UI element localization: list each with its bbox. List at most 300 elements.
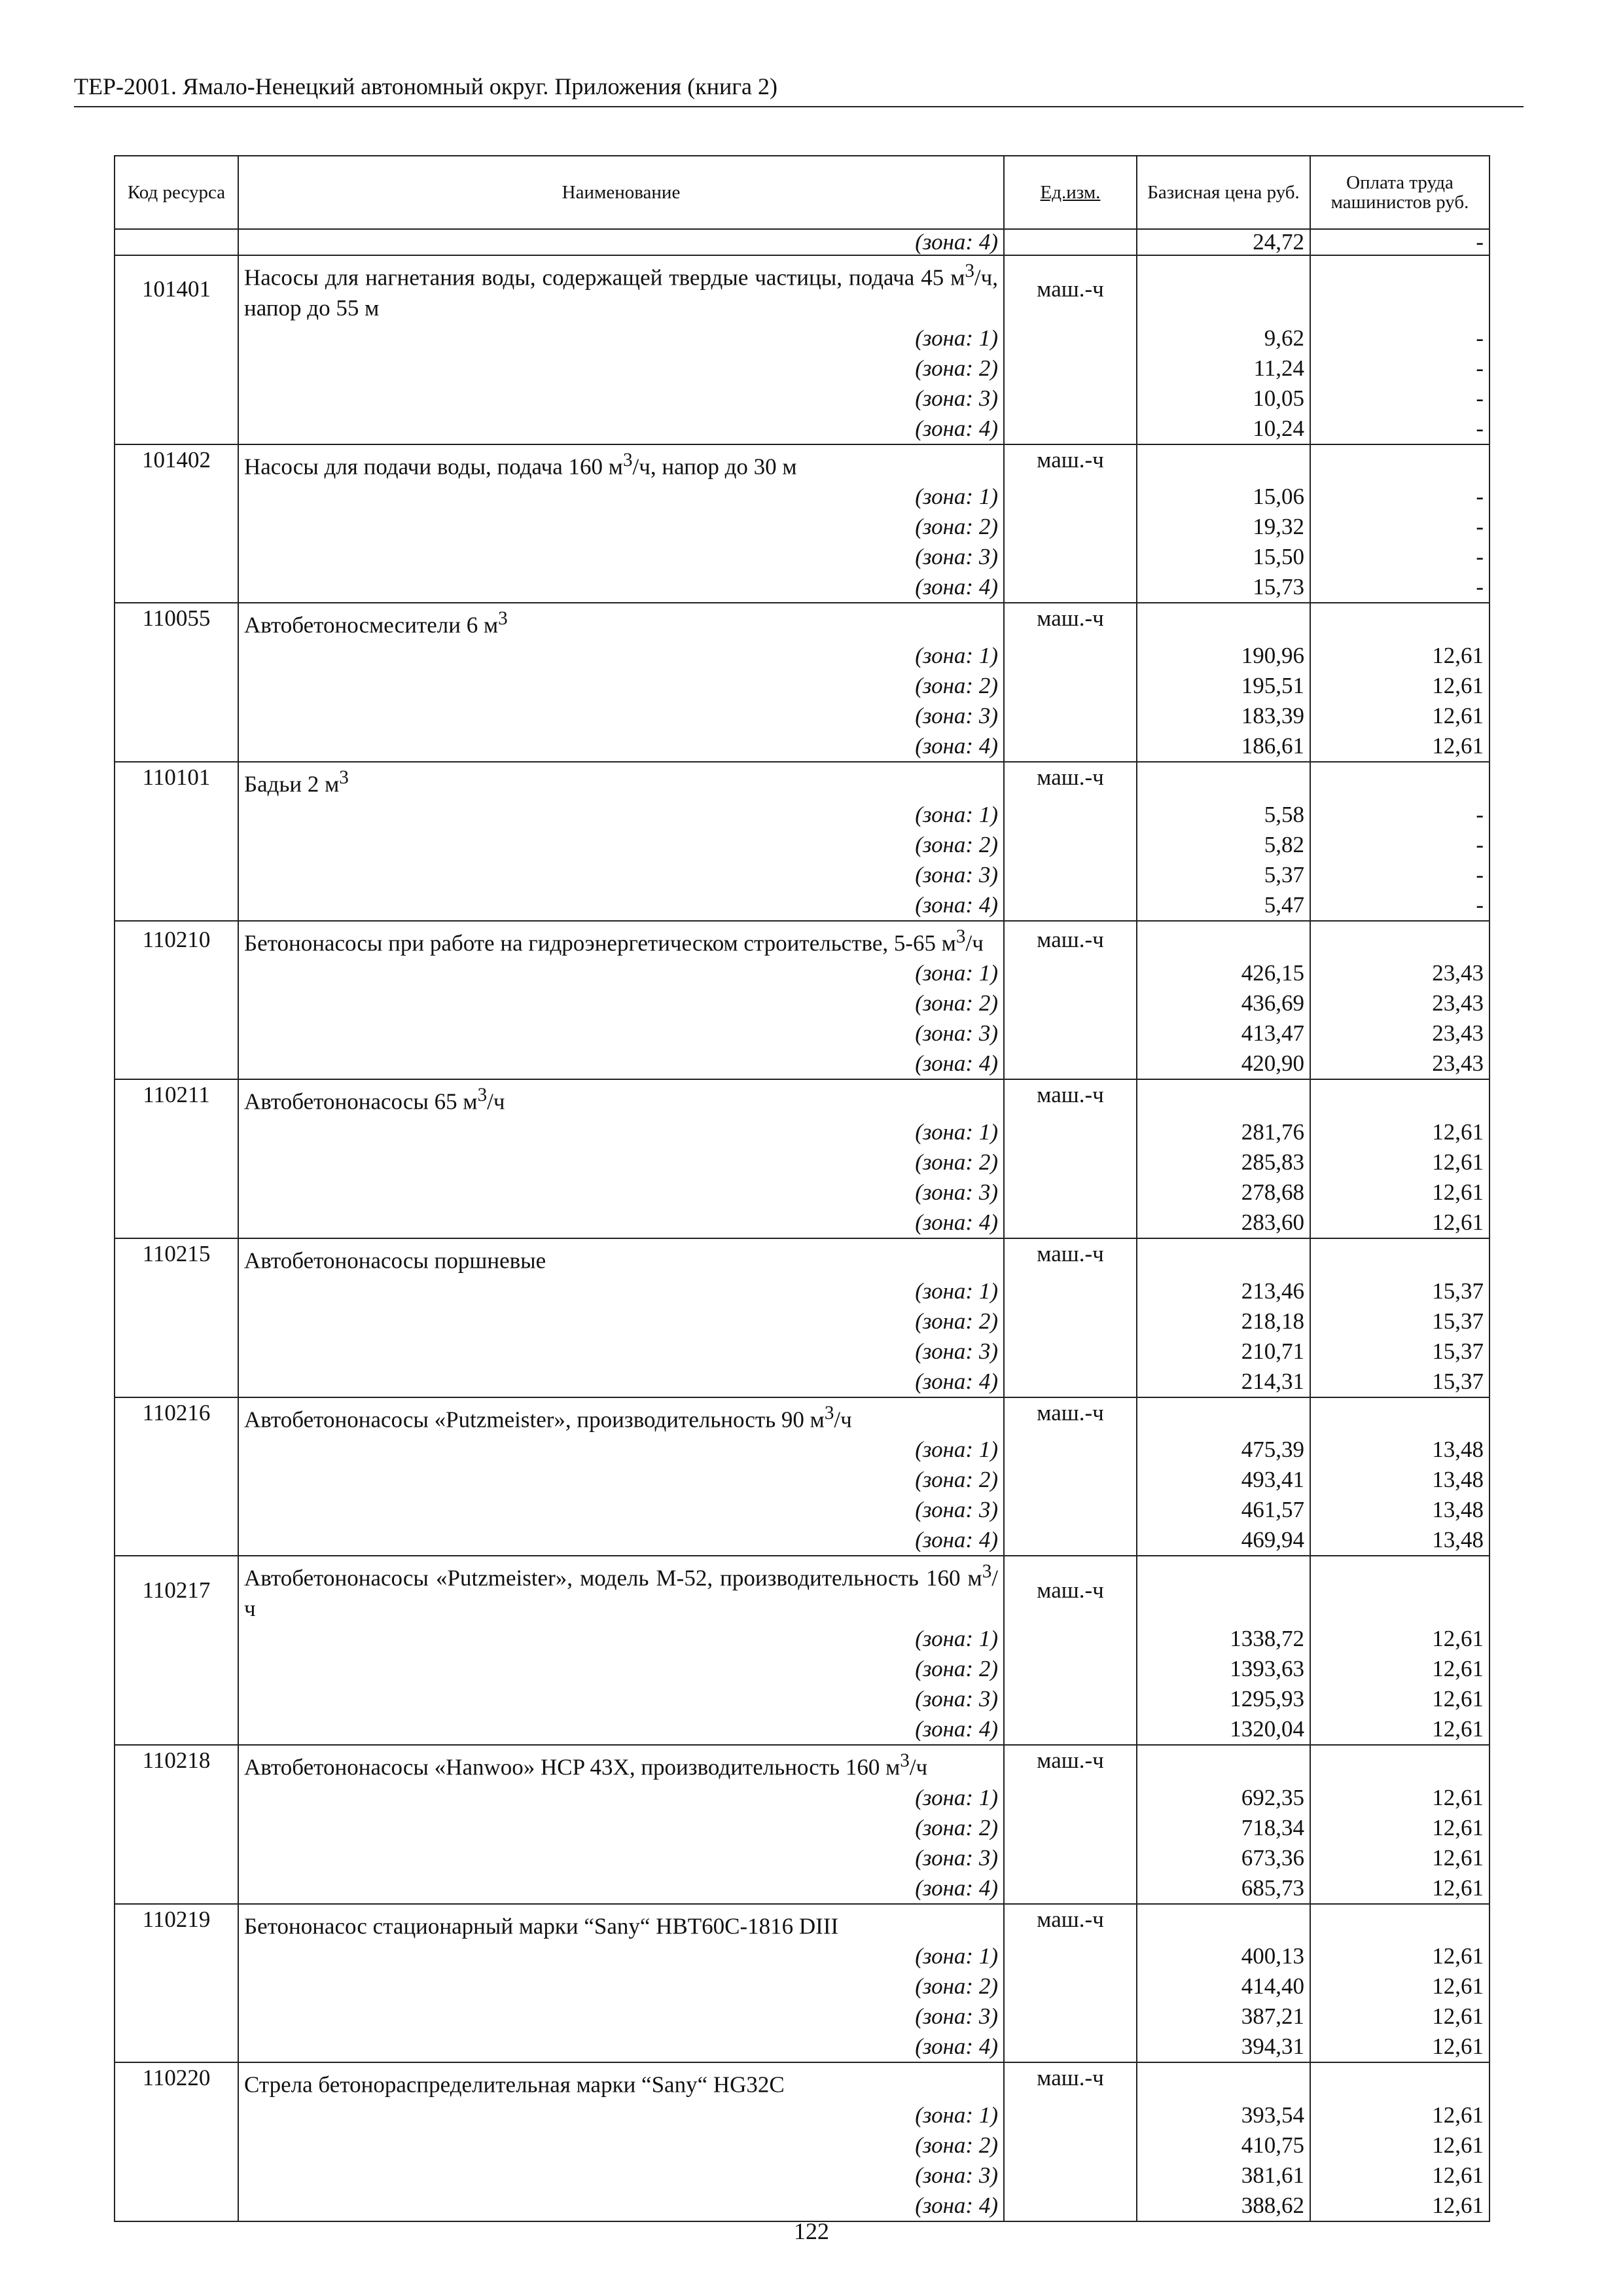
zone-pay: 23,43 — [1310, 1018, 1489, 1049]
zone-row — [115, 2001, 1489, 2032]
continuation-group — [115, 229, 1489, 255]
zone-price: 414,40 — [1137, 1971, 1310, 2001]
unit-cell — [1004, 353, 1137, 384]
superscript: 3 — [339, 766, 349, 788]
zone-pay: 12,61 — [1310, 1941, 1489, 1971]
zone-price: 278,68 — [1137, 1177, 1310, 1208]
resource-unit: маш.-ч — [1004, 255, 1137, 323]
code-cell — [115, 1435, 238, 1465]
zone-label: (зона: 3) — [238, 1336, 1004, 1367]
resource-unit: маш.-ч — [1004, 1556, 1137, 1624]
zone-pay: - — [1310, 830, 1489, 860]
unit-cell — [1004, 830, 1137, 860]
unit-cell — [1004, 731, 1137, 762]
zone-label: (зона: 3) — [238, 1018, 1004, 1049]
zone-row — [115, 1941, 1489, 1971]
unit-cell — [1004, 384, 1137, 414]
unit-cell — [1004, 1941, 1137, 1971]
zone-row — [115, 512, 1489, 542]
unit-cell — [1004, 1306, 1137, 1336]
zone-price: 1393,63 — [1137, 1654, 1310, 1684]
zone-row — [115, 731, 1489, 762]
unit-cell — [1004, 2001, 1137, 2032]
resource-name-text: Стрела бетонораспределительная марки “Sany“ HG32C — [244, 2072, 785, 2098]
zone-pay: 23,43 — [1310, 958, 1489, 988]
unit-cell — [1004, 1208, 1137, 1238]
zone-pay: 12,61 — [1310, 1783, 1489, 1813]
zone-price: 19,32 — [1137, 512, 1310, 542]
code-cell — [115, 1495, 238, 1525]
zone-label: (зона: 4) — [238, 2191, 1004, 2221]
zone-label: (зона: 1) — [238, 2100, 1004, 2130]
superscript: 3 — [965, 260, 974, 281]
zone-row — [115, 988, 1489, 1018]
pay-cell — [1310, 1556, 1489, 1624]
code-cell — [115, 2161, 238, 2191]
resource-rows — [115, 255, 1489, 2221]
zone-label: (зона: 4) — [238, 1714, 1004, 1745]
zone-price: 5,58 — [1137, 800, 1310, 830]
zone-pay: - — [1310, 384, 1489, 414]
code-cell — [115, 1177, 238, 1208]
zone-price: 183,39 — [1137, 701, 1310, 731]
zone-row — [115, 1495, 1489, 1525]
zone-label: (зона: 2) — [238, 1813, 1004, 1843]
zone-label: (зона: 3) — [238, 2161, 1004, 2191]
zone-price: 393,54 — [1137, 2100, 1310, 2130]
zone-pay: - — [1310, 323, 1489, 353]
zone-price: 5,37 — [1137, 860, 1310, 890]
resource-row — [115, 603, 1489, 641]
resource-name — [238, 2062, 1004, 2100]
zone-label: (зона: 3) — [238, 1177, 1004, 1208]
zone-row — [115, 1783, 1489, 1813]
zone-label: (зона: 4) — [238, 2032, 1004, 2062]
zone-row — [115, 542, 1489, 572]
resource-name-text: Автобетононасосы «Hanwoo» HCP 43X, производительность 160 м — [244, 1754, 901, 1780]
resource-unit: маш.-ч — [1004, 1745, 1137, 1783]
unit-cell — [1004, 1049, 1137, 1079]
price-cell — [1137, 1079, 1310, 1117]
zone-row — [115, 1654, 1489, 1684]
superscript: 3 — [900, 1749, 910, 1771]
zone-pay: 13,48 — [1310, 1465, 1489, 1495]
resource-code: 110220 — [115, 2062, 238, 2100]
resource-name-text: Бадьи 2 м — [244, 771, 340, 797]
zone-row — [115, 1208, 1489, 1238]
resource-name — [238, 1556, 1004, 1624]
zone-label: (зона: 4) — [238, 1525, 1004, 1556]
resource-name-tail: /ч — [965, 930, 984, 956]
unit-cell — [1004, 890, 1137, 921]
code-cell — [115, 1873, 238, 1904]
resource-row — [115, 762, 1489, 800]
resource-row — [115, 921, 1489, 959]
code-cell — [115, 323, 238, 353]
pay-cell — [1310, 1745, 1489, 1783]
zone-row — [115, 2032, 1489, 2062]
code-cell — [115, 572, 238, 603]
resource-name-text: Насосы для нагнетания воды, содержащей твердые частицы, подача 45 м — [244, 264, 965, 291]
zone-row — [115, 1624, 1489, 1654]
unit-cell — [1004, 800, 1137, 830]
resource-name-tail: /ч — [487, 1088, 505, 1115]
resource-code: 110218 — [115, 1745, 238, 1783]
code-cell — [115, 830, 238, 860]
code-cell — [115, 1843, 238, 1873]
zone-label: (зона: 4) — [238, 890, 1004, 921]
unit-cell — [1004, 1465, 1137, 1495]
code-cell — [115, 1336, 238, 1367]
zone-row — [115, 1684, 1489, 1714]
resource-row — [115, 2062, 1489, 2100]
zone-pay: 12,61 — [1310, 641, 1489, 671]
zone-price: 420,90 — [1137, 1049, 1310, 1079]
resource-unit: маш.-ч — [1004, 603, 1137, 641]
unit-cell — [1004, 1495, 1137, 1525]
zone-label: (зона: 2) — [238, 1465, 1004, 1495]
zone-pay: 12,61 — [1310, 1624, 1489, 1654]
zone-label: (зона: 3) — [238, 1684, 1004, 1714]
pay-cell — [1310, 921, 1489, 959]
superscript: 3 — [477, 1085, 488, 1106]
resource-row — [115, 1397, 1489, 1435]
price-cell — [1137, 1904, 1310, 1942]
zone-row — [115, 1147, 1489, 1177]
continuation-row — [115, 229, 1489, 255]
zone-row — [115, 384, 1489, 414]
table-header-row — [115, 156, 1489, 229]
unit-cell — [1004, 2130, 1137, 2161]
zone-label: (зона: 1) — [238, 800, 1004, 830]
code-cell — [115, 1971, 238, 2001]
resource-name — [238, 444, 1004, 482]
unit-cell — [1004, 1714, 1137, 1745]
resource-code: 110211 — [115, 1079, 238, 1117]
unit-cell — [1004, 1276, 1137, 1306]
resource-code: 101402 — [115, 444, 238, 482]
zone-price: 195,51 — [1137, 671, 1310, 701]
resource-code: 110219 — [115, 1904, 238, 1942]
zone-label: (зона: 4) — [238, 414, 1004, 444]
resource-code: 110101 — [115, 762, 238, 800]
zone-pay: 12,61 — [1310, 701, 1489, 731]
zone-label: (зона: 2) — [238, 512, 1004, 542]
unit-cell — [1004, 1873, 1137, 1904]
zone-pay: 12,61 — [1310, 671, 1489, 701]
column-header-code: Код ресурса — [115, 156, 238, 229]
zone-label: (зона: 4) — [238, 1367, 1004, 1397]
zone-price: 213,46 — [1137, 1276, 1310, 1306]
code-cell — [115, 1208, 238, 1238]
zone-label: (зона: 1) — [238, 1783, 1004, 1813]
resource-row — [115, 1904, 1489, 1942]
zone-row — [115, 1306, 1489, 1336]
resource-name-tail: /ч — [244, 1565, 998, 1621]
resource-name-tail: /ч — [909, 1754, 928, 1780]
zone-price: 381,61 — [1137, 2161, 1310, 2191]
zone-price: 15,50 — [1137, 542, 1310, 572]
price-cell — [1137, 255, 1310, 323]
column-header-price: Базисная цена руб. — [1137, 156, 1310, 229]
resource-row — [115, 1556, 1489, 1624]
superscript: 3 — [622, 449, 633, 471]
zone-row — [115, 482, 1489, 512]
resource-name-tail: /ч, напор до 55 м — [244, 264, 998, 321]
code-cell — [115, 512, 238, 542]
zone-label: (зона: 4) — [238, 572, 1004, 603]
zone-pay: - — [1310, 482, 1489, 512]
zone-price: 1320,04 — [1137, 1714, 1310, 1745]
zone-price: 394,31 — [1137, 2032, 1310, 2062]
zone-label: (зона: 4) — [238, 1049, 1004, 1079]
zone-label: (зона: 2) — [238, 1971, 1004, 2001]
unit-cell — [1004, 1435, 1137, 1465]
zone-pay: 15,37 — [1310, 1336, 1489, 1367]
unit-cell — [1004, 542, 1137, 572]
resource-name-text: Автобетононасосы «Putzmeister», производительность 90 м — [244, 1407, 825, 1433]
column-header-pay: Оплата труда машинистов руб. — [1310, 156, 1489, 229]
resource-name-text: Автобетоносмесители 6 м — [244, 612, 499, 638]
zone-row — [115, 1276, 1489, 1306]
code-cell — [115, 1624, 238, 1654]
zone-label: (зона: 2) — [238, 1654, 1004, 1684]
resource-name-text: Автобетононасосы 65 м — [244, 1088, 478, 1115]
zone-label: (зона: 4) — [238, 1208, 1004, 1238]
resource-name — [238, 255, 1004, 323]
zone-label: (зона: 2) — [238, 988, 1004, 1018]
zone-row — [115, 1525, 1489, 1556]
code-cell — [115, 1813, 238, 1843]
resource-row — [115, 1238, 1489, 1276]
zone-row — [115, 1843, 1489, 1873]
resource-unit: маш.-ч — [1004, 921, 1137, 959]
unit-cell — [1004, 414, 1137, 444]
code-cell — [115, 731, 238, 762]
zone-row — [115, 701, 1489, 731]
resource-unit: маш.-ч — [1004, 1238, 1137, 1276]
zone-price: 15,73 — [1137, 572, 1310, 603]
zone-label: (зона: 3) — [238, 542, 1004, 572]
code-cell — [115, 1525, 238, 1556]
zone-price: 10,24 — [1137, 414, 1310, 444]
unit-cell — [1004, 1813, 1137, 1843]
zone-price: 1295,93 — [1137, 1684, 1310, 1714]
zone-label: (зона: 1) — [238, 1276, 1004, 1306]
zone-label: (зона: 1) — [238, 1941, 1004, 1971]
zone-pay: 12,61 — [1310, 2100, 1489, 2130]
pay-cell — [1310, 2062, 1489, 2100]
code-cell — [115, 701, 238, 731]
zone-row — [115, 2191, 1489, 2221]
zone-pay: - — [1310, 800, 1489, 830]
unit-cell — [1004, 1525, 1137, 1556]
price-cell — [1137, 2062, 1310, 2100]
zone-price: 218,18 — [1137, 1306, 1310, 1336]
resource-name-tail: /ч, напор до 30 м — [632, 454, 797, 480]
code-cell — [115, 353, 238, 384]
zone-pay: 23,43 — [1310, 1049, 1489, 1079]
zone-pay: 23,43 — [1310, 988, 1489, 1018]
zone-pay: 12,61 — [1310, 1177, 1489, 1208]
zone-price: 426,15 — [1137, 958, 1310, 988]
unit-cell — [1004, 1147, 1137, 1177]
zone-label: (зона: 3) — [238, 2001, 1004, 2032]
price-cell — [1137, 444, 1310, 482]
zone-price: 9,62 — [1137, 323, 1310, 353]
zone-row — [115, 958, 1489, 988]
zone-pay: 12,61 — [1310, 1971, 1489, 2001]
resource-name-text: Насосы для подачи воды, подача 160 м — [244, 454, 623, 480]
zone-price: 673,36 — [1137, 1843, 1310, 1873]
zone-pay: 12,61 — [1310, 1873, 1489, 1904]
unit-cell — [1004, 1117, 1137, 1147]
resource-name — [238, 1238, 1004, 1276]
resource-unit: маш.-ч — [1004, 762, 1137, 800]
resource-table — [114, 155, 1490, 2222]
zone-pay: 12,61 — [1310, 2161, 1489, 2191]
code-cell — [115, 1465, 238, 1495]
pay-cell — [1310, 1397, 1489, 1435]
pay-cell — [1310, 444, 1489, 482]
resource-name-text: Автобетононасосы «Putzmeister», модель М-52, производительность 160 м — [244, 1565, 982, 1591]
zone-row — [115, 1435, 1489, 1465]
code-cell — [115, 1276, 238, 1306]
zone-row — [115, 1465, 1489, 1495]
zone-price: 210,71 — [1137, 1336, 1310, 1367]
unit-cell — [1004, 1843, 1137, 1873]
zone-row — [115, 890, 1489, 921]
zone-price: 436,69 — [1137, 988, 1310, 1018]
zone-price: 685,73 — [1137, 1873, 1310, 1904]
price-cell — [1137, 921, 1310, 959]
resource-name — [238, 1904, 1004, 1942]
zone-row — [115, 414, 1489, 444]
unit-cell — [1004, 572, 1137, 603]
zone-label: (зона: 3) — [238, 701, 1004, 731]
zone-row — [115, 860, 1489, 890]
code-cell — [115, 860, 238, 890]
zone-row — [115, 1813, 1489, 1843]
zone-pay: 12,61 — [1310, 1843, 1489, 1873]
resource-name-text: Бетононасосы при работе на гидроэнергетическом строительстве, 5-65 м — [244, 930, 956, 956]
code-cell — [115, 958, 238, 988]
unit-cell — [1004, 701, 1137, 731]
code-cell — [115, 1147, 238, 1177]
pay-cell — [1310, 762, 1489, 800]
zone-row — [115, 1177, 1489, 1208]
zone-label: (зона: 1) — [238, 1624, 1004, 1654]
price-cell — [1137, 1745, 1310, 1783]
code-cell — [115, 384, 238, 414]
zone-row — [115, 1367, 1489, 1397]
unit-cell — [1004, 1336, 1137, 1367]
zone-label: (зона: 2) — [238, 2130, 1004, 2161]
zone-row — [115, 1018, 1489, 1049]
zone-pay: - — [1310, 890, 1489, 921]
unit-cell — [1004, 1971, 1137, 2001]
resource-name — [238, 1079, 1004, 1117]
unit-cell — [1004, 1624, 1137, 1654]
code-cell — [115, 1117, 238, 1147]
resource-code: 110217 — [115, 1556, 238, 1624]
zone-label: (зона: 1) — [238, 958, 1004, 988]
resource-name — [238, 1745, 1004, 1783]
zone-pay: 12,61 — [1310, 2001, 1489, 2032]
pay-cell — [1310, 603, 1489, 641]
code-cell — [115, 2032, 238, 2062]
zone-pay: - — [1310, 512, 1489, 542]
unit-cell — [1004, 1177, 1137, 1208]
zone-label: (зона: 2) — [238, 830, 1004, 860]
unit-cell — [1004, 229, 1137, 255]
code-cell — [115, 2191, 238, 2221]
price-cell — [1137, 1556, 1310, 1624]
zone-price: 718,34 — [1137, 1813, 1310, 1843]
resource-name — [238, 921, 1004, 959]
superscript: 3 — [824, 1402, 834, 1424]
zone-label: (зона: 4) — [238, 229, 1004, 255]
zone-row — [115, 323, 1489, 353]
code-cell — [115, 1654, 238, 1684]
resource-code: 110210 — [115, 921, 238, 959]
zone-label: (зона: 1) — [238, 323, 1004, 353]
superscript: 3 — [498, 608, 508, 630]
zone-pay: 13,48 — [1310, 1495, 1489, 1525]
resource-unit: маш.-ч — [1004, 1904, 1137, 1942]
zone-pay: 12,61 — [1310, 1147, 1489, 1177]
zone-label: (зона: 2) — [238, 1306, 1004, 1336]
zone-row — [115, 1049, 1489, 1079]
zone-row — [115, 2100, 1489, 2130]
zone-row — [115, 830, 1489, 860]
zone-pay: 12,61 — [1310, 1813, 1489, 1843]
zone-row — [115, 353, 1489, 384]
resource-row — [115, 1079, 1489, 1117]
resource-name — [238, 762, 1004, 800]
column-header-unit: Ед.изм. — [1004, 156, 1137, 229]
code-cell — [115, 2100, 238, 2130]
unit-cell — [1004, 2032, 1137, 2062]
resource-unit: маш.-ч — [1004, 1397, 1137, 1435]
code-cell — [115, 1783, 238, 1813]
code-cell — [115, 229, 238, 255]
unit-cell — [1004, 641, 1137, 671]
zone-row — [115, 2130, 1489, 2161]
zone-price: 283,60 — [1137, 1208, 1310, 1238]
zone-label: (зона: 3) — [238, 1495, 1004, 1525]
unit-cell — [1004, 988, 1137, 1018]
code-cell — [115, 1367, 238, 1397]
resource-name — [238, 1397, 1004, 1435]
code-cell — [115, 2001, 238, 2032]
zone-price: 493,41 — [1137, 1465, 1310, 1495]
zone-price: 1338,72 — [1137, 1624, 1310, 1654]
zone-label: (зона: 2) — [238, 353, 1004, 384]
unit-cell — [1004, 1783, 1137, 1813]
zone-label: (зона: 4) — [238, 731, 1004, 762]
zone-pay: 13,48 — [1310, 1435, 1489, 1465]
unit-cell — [1004, 2161, 1137, 2191]
zone-label: (зона: 1) — [238, 1117, 1004, 1147]
code-cell — [115, 1684, 238, 1714]
resource-name — [238, 603, 1004, 641]
zone-pay: 15,37 — [1310, 1276, 1489, 1306]
resource-name-text: Бетононасос стационарный марки “Sany“ HBT60C-1816 DIII — [244, 1913, 839, 1939]
resource-row — [115, 1745, 1489, 1783]
resource-unit: маш.-ч — [1004, 2062, 1137, 2100]
unit-cell — [1004, 482, 1137, 512]
